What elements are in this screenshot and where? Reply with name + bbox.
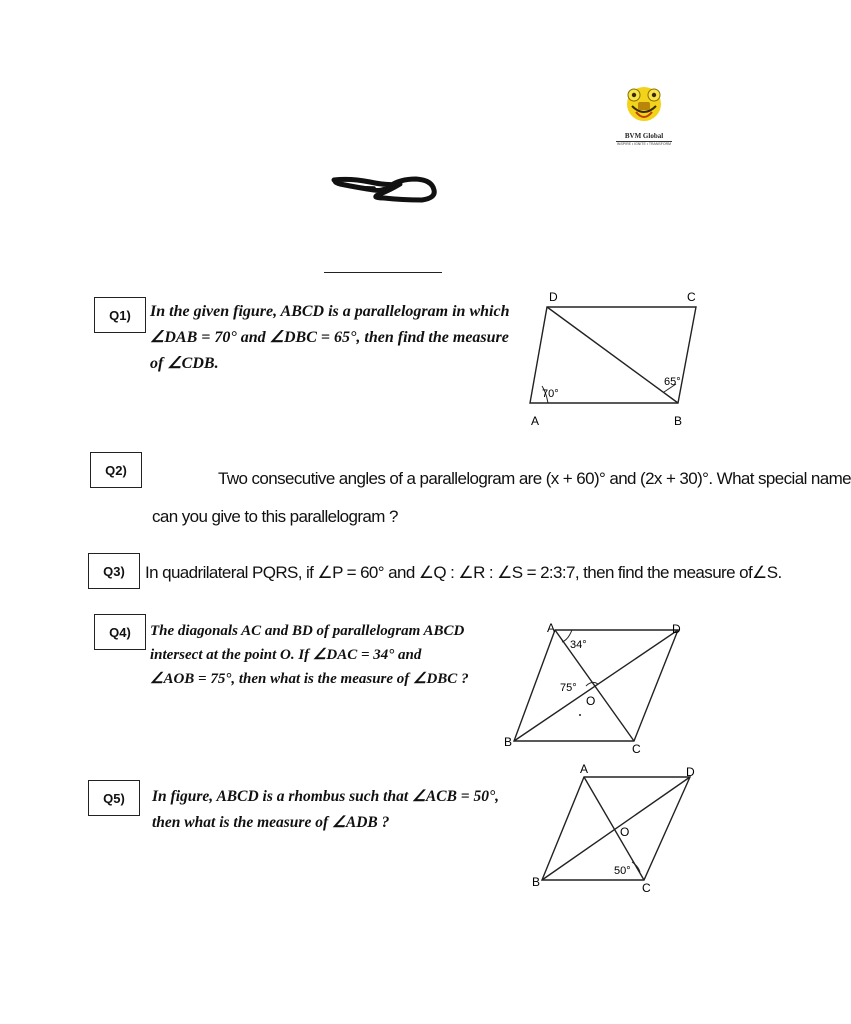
question-number-box [88, 553, 140, 589]
logo-tagline: INSPIRE • IGNITE • TRANSFORM [616, 142, 672, 146]
question-line: of ∠CDB. [150, 355, 219, 372]
angle-label: 34° [570, 639, 587, 651]
vertex-label: D [686, 765, 695, 779]
question-line: ∠DAB = 70° and ∠DBC = 65°, then find the measure [150, 329, 509, 346]
question-line: can you give to this parallelogram ? [152, 507, 398, 526]
vertex-label: O [620, 825, 630, 839]
vertex-label: O [586, 694, 596, 708]
logo-name: BVM Global [624, 132, 664, 140]
vertex-label: D [672, 622, 681, 636]
vertex-label: C [687, 290, 696, 304]
angle-label: 75° [560, 682, 577, 694]
vertex-label: C [632, 742, 641, 756]
question-text [150, 299, 509, 377]
question-line: In figure, ABCD is a rhombus such that ∠ACB = 50°, [152, 788, 500, 805]
question-line: intersect at the point O. If ∠DAC = 34° and [150, 647, 422, 663]
question-line: The diagonals AC and BD of parallelogram ABCD [150, 623, 465, 639]
vertex-label: C [642, 881, 651, 895]
scribble-mark-icon [330, 170, 442, 210]
question-text [152, 460, 851, 536]
parallelogram-diagonals-figure [500, 618, 690, 758]
question-number: Q4) [109, 624, 131, 640]
vertex-label: A [547, 621, 556, 635]
school-logo [612, 84, 676, 146]
question-line: ∠AOB = 75°, then what is the measure of ∠DBC ? [150, 671, 469, 687]
question-text [150, 619, 500, 691]
angle-label: 50° [614, 865, 631, 877]
parallelogram-figure [520, 282, 700, 432]
question-line: In quadrilateral PQRS, if ∠P = 60° and ∠Q : ∠R : ∠S = 2:3:7, then find the measure of∠S. [145, 563, 782, 582]
question-number: Q2) [105, 462, 127, 478]
question-number-box [94, 297, 146, 333]
vertex-label: B [504, 735, 513, 749]
logo-emblem-icon [612, 84, 676, 128]
vertex-label: A [580, 762, 589, 776]
rhombus-figure [528, 762, 708, 897]
question-text [152, 784, 499, 836]
angle-label: 65° [664, 376, 681, 388]
question-number-box [94, 614, 146, 650]
question-text [145, 561, 782, 585]
vertex-label: B [532, 875, 541, 889]
question-number-box [88, 780, 140, 816]
vertex-label: B [674, 414, 683, 428]
vertex-label: D [549, 290, 558, 304]
question-number: Q5) [103, 790, 125, 806]
question-number: Q3) [103, 563, 125, 579]
header-divider [324, 272, 442, 273]
vertex-label: A [531, 414, 540, 428]
question-number: Q1) [109, 307, 131, 323]
question-line: then what is the measure of ∠ADB ? [152, 814, 390, 831]
question-line: Two consecutive angles of a parallelogram are (x + 60)° and (2x + 30)°. What special name [218, 469, 851, 488]
question-number-box [90, 452, 142, 488]
angle-label: 70° [542, 388, 559, 400]
question-line: In the given figure, ABCD is a parallelogram in which [150, 303, 510, 320]
